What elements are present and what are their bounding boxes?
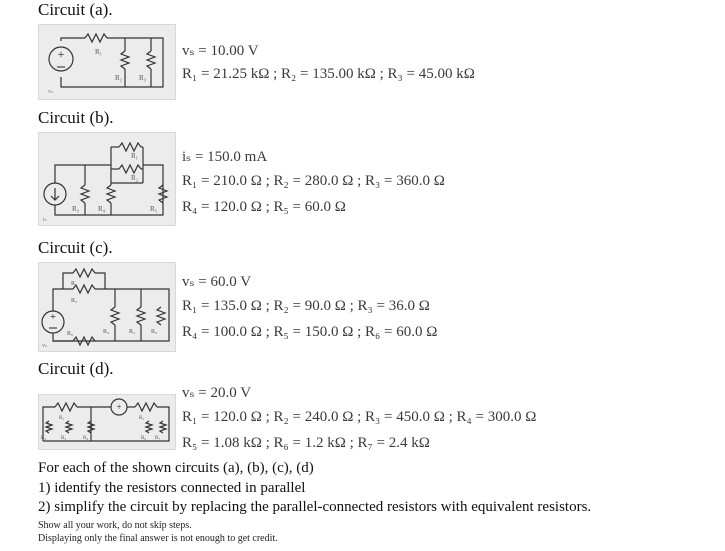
circuit-b-r1-label: R₁ <box>131 152 139 160</box>
circuit-c-r5-label: R₅ <box>151 329 158 335</box>
circuit-c-param-resistors-1: R₁ = 135.0 Ω ; R₂ = 90.0 Ω ; R₃ = 36.0 Ω <box>182 298 430 314</box>
circuit-a-param-resistors: R₁ = 21.25 kΩ ; R₂ = 135.00 kΩ ; R₃ = 45.00 kΩ <box>182 66 475 82</box>
circuit-a-title: Circuit (a). <box>38 0 113 19</box>
circuit-a-diagram <box>38 24 176 100</box>
circuit-d-param-resistors-2: R₅ = 1.08 kΩ ; R₆ = 1.2 kΩ ; R₇ = 2.4 kΩ <box>182 435 430 451</box>
instruction-line-1: For each of the shown circuits (a), (b), (c), (d) <box>38 460 314 476</box>
circuit-d-r2-label: R₂ <box>41 436 47 441</box>
circuit-c-r6-label: R₆ <box>67 331 74 337</box>
circuit-d-title: Circuit (d). <box>38 359 114 378</box>
circuit-d-param-resistors-1: R₁ = 120.0 Ω ; R₂ = 240.0 Ω ; R₃ = 450.0 Ω ; R₄ = 300.0 Ω <box>182 409 537 425</box>
circuit-c-param-source: vₛ = 60.0 V <box>182 274 252 290</box>
circuit-c-r2-label: R₂ <box>71 298 78 304</box>
circuit-d-r1-label: R₁ <box>59 416 65 421</box>
circuit-b-param-resistors-2: R₄ = 120.0 Ω ; R₅ = 60.0 Ω <box>182 199 346 215</box>
svg-text:+: + <box>57 47 65 61</box>
svg-text:+: + <box>49 311 57 323</box>
circuit-c-r3-label: R₃ <box>103 329 110 335</box>
circuit-a-r3-label: R₃ <box>139 74 147 82</box>
circuit-c-title: Circuit (c). <box>38 238 113 257</box>
circuit-d-r4-label: R₄ <box>83 436 89 441</box>
circuit-a-r1-label: R₁ <box>95 48 103 56</box>
circuit-a-vs-label: vₛ <box>48 89 54 95</box>
circuit-b-r2-label: R₂ <box>131 174 139 182</box>
note-line-2: Displaying only the final answer is not enough to get credit. <box>38 533 278 544</box>
circuit-a-param-source: vₛ = 10.00 V <box>182 43 259 59</box>
circuit-b-param-resistors-1: R₁ = 210.0 Ω ; R₂ = 280.0 Ω ; R₃ = 360.0 Ω <box>182 173 445 189</box>
circuit-c-param-resistors-2: R₄ = 100.0 Ω ; R₅ = 150.0 Ω ; R₆ = 60.0 Ω <box>182 324 438 340</box>
circuit-c-r4-label: R₄ <box>129 329 136 335</box>
circuit-a-r2-label: R₂ <box>115 74 123 82</box>
circuit-d-param-source: vₛ = 20.0 V <box>182 385 252 401</box>
circuit-b-r5-label: R₅ <box>150 205 158 213</box>
circuit-c-r1-label: R₁ <box>71 281 78 287</box>
circuit-b-r4-label: R₄ <box>98 205 106 213</box>
circuit-d-r6-label: R₆ <box>141 436 147 441</box>
circuit-b-param-source: iₛ = 150.0 mA <box>182 149 268 165</box>
note-line-1: Show all your work, do not skip steps. <box>38 520 192 531</box>
circuit-c-vs-label: vₛ <box>42 343 48 349</box>
circuit-b-diagram <box>38 132 176 226</box>
circuit-d-r5-label: R₅ <box>139 416 145 421</box>
svg-text:+: + <box>116 402 122 412</box>
circuit-b-is-label: iₛ <box>43 217 47 223</box>
circuit-b-r3-label: R₃ <box>72 205 80 213</box>
circuit-b-title: Circuit (b). <box>38 108 114 127</box>
circuit-d-diagram <box>38 394 176 450</box>
circuit-d-r7-label: R₇ <box>155 436 161 441</box>
instruction-line-3: 2) simplify the circuit by replacing the parallel-connected resistors with equivalent resistors. <box>38 499 592 515</box>
circuit-c-diagram <box>38 262 176 352</box>
instruction-line-2: 1) identify the resistors connected in parallel <box>38 480 306 496</box>
circuit-d-r3-label: R₃ <box>61 436 67 441</box>
